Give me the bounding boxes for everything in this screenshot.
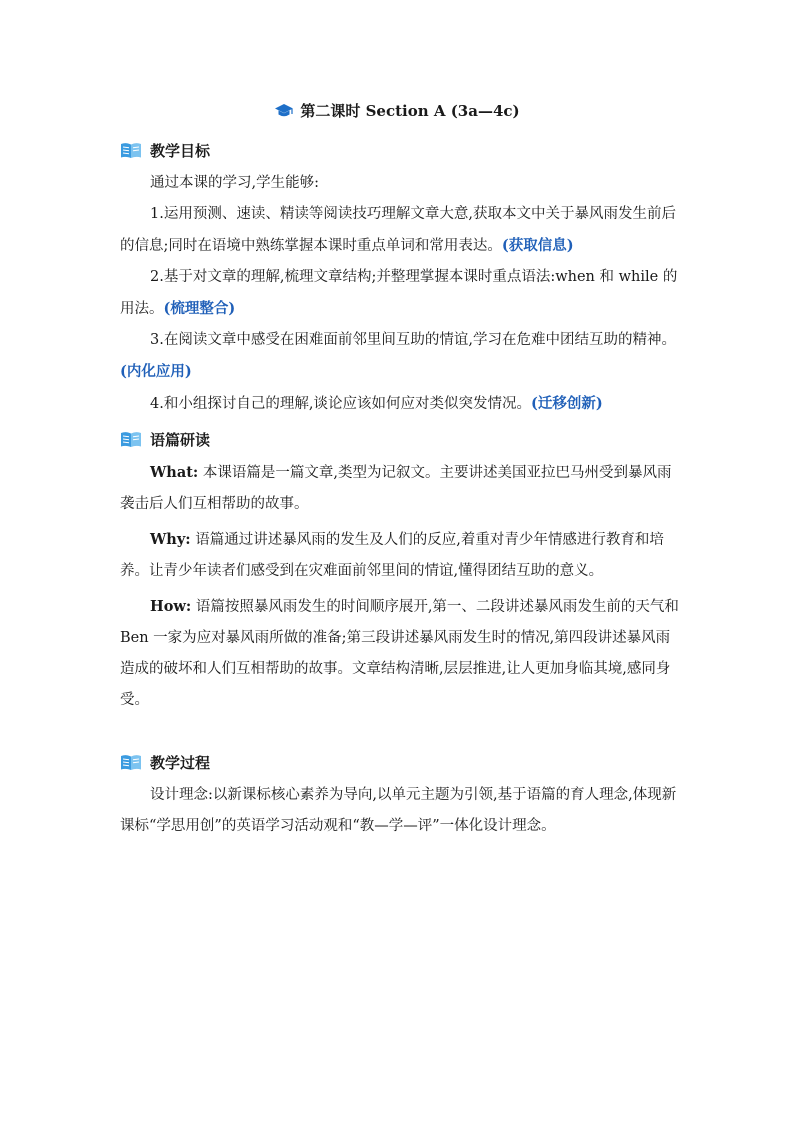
goal-item-4-text: 4.和小组探讨自己的理解,谈论应该如何应对类似突发情况。 bbox=[150, 396, 531, 412]
goal-item-3-tag: (内化应用) bbox=[120, 363, 192, 380]
goal-item-4 bbox=[120, 388, 680, 420]
process-heading-text: 教学过程 bbox=[150, 753, 211, 772]
lesson-title-text: 第二课时 Section A (3a—4c) bbox=[300, 102, 520, 120]
why-label: Why: bbox=[150, 531, 191, 548]
goal-item-2 bbox=[120, 262, 680, 325]
analysis-heading bbox=[120, 427, 680, 451]
analysis-heading-text: 语篇研读 bbox=[150, 430, 211, 449]
graduation-cap-icon bbox=[274, 103, 294, 119]
goals-heading-text: 教学目标 bbox=[150, 141, 211, 160]
goal-item-1 bbox=[120, 199, 680, 262]
goal-item-1-tag: (获取信息) bbox=[501, 237, 574, 254]
how-text: 语篇按照暴风雨发生的时间顺序展开,第一、二段讲述暴风雨发生前的天气和 Ben 一家为应对暴风雨所做的准备;第三段讲述暴风雨发生时的情况,第四段讲述暴风雨造成的破坏和人们互相帮助的故事。文章结构清晰,层层推进,让人更加身临其境,感同身受。 bbox=[120, 599, 679, 708]
process-section bbox=[120, 750, 680, 842]
what-text: 本课语篇是一篇文章,类型为记叙文。主要讲述美国亚拉巴马州受到暴风雨袭击后人们互相帮助的故事。 bbox=[120, 465, 672, 512]
goal-item-2-text: 2.基于对文章的理解,梳理文章结构;并整理掌握本课时重点语法:when 和 while 的用法。 bbox=[120, 269, 678, 317]
goal-item-3-text: 3.在阅读文章中感受在困难面前邻里间互助的情谊,学习在危难中团结互助的精神。 bbox=[150, 332, 676, 348]
open-book-icon bbox=[120, 430, 142, 448]
process-text: 设计理念:以新课标核心素养为导向,以单元主题为引领,基于语篇的育人理念,体现新课标“学思用创”的英语学习活动观和“教—学—评”一体化设计理念。 bbox=[120, 787, 677, 834]
goal-item-2-tag: (梳理整合) bbox=[163, 300, 236, 317]
process-heading bbox=[120, 750, 680, 774]
analysis-what bbox=[120, 457, 680, 520]
analysis-why bbox=[120, 524, 680, 587]
goals-intro: 通过本课的学习,学生能够: bbox=[150, 175, 319, 191]
open-book-icon bbox=[120, 141, 142, 159]
goal-item-4-tag: (迁移创新) bbox=[530, 395, 603, 412]
goal-item-3 bbox=[120, 325, 680, 388]
how-label: How: bbox=[150, 598, 192, 615]
goals-section bbox=[120, 138, 680, 420]
goal-item-1-text: 1.运用预测、速读、精读等阅读技巧理解文章大意,获取本文中关于暴风雨发生前后的信息;同时在语境中熟练掌握本课时重点单词和常用表达。 bbox=[120, 206, 676, 254]
lesson-title bbox=[0, 100, 794, 122]
open-book-icon bbox=[120, 753, 142, 771]
analysis-section bbox=[120, 427, 680, 716]
analysis-how bbox=[120, 591, 680, 716]
goals-heading bbox=[120, 138, 680, 162]
what-label: What: bbox=[150, 464, 199, 481]
why-text: 语篇通过讲述暴风雨的发生及人们的反应,着重对青少年情感进行教育和培养。让青少年读者们感受到在灾难面前邻里间的情谊,懂得团结互助的意义。 bbox=[120, 532, 664, 579]
